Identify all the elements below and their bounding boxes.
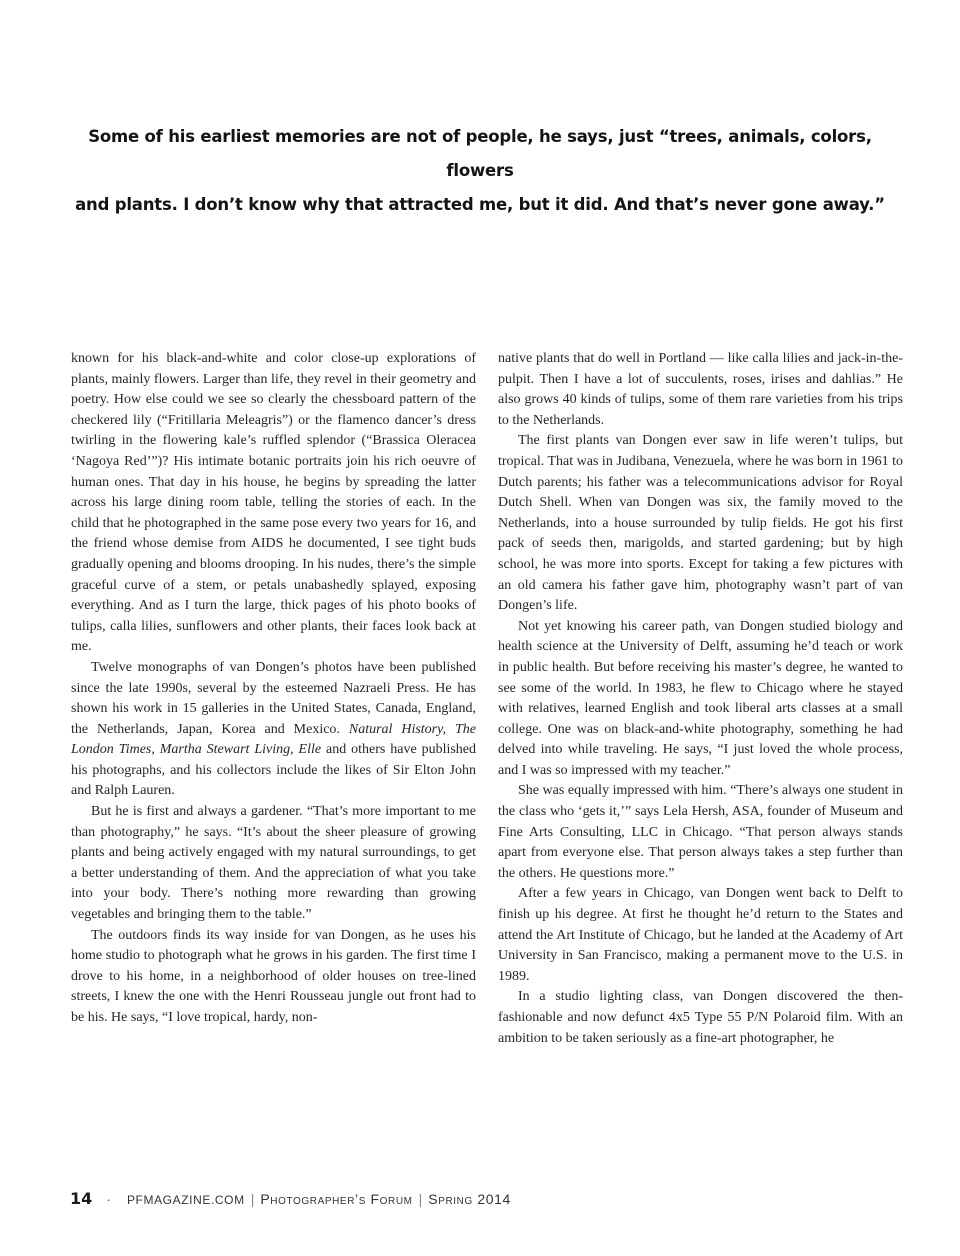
article-column-left [71, 349, 476, 1029]
article-column-right [498, 349, 903, 1049]
footer-bullet: · [106, 1191, 111, 1207]
paragraph-text: Twelve monographs of van Dongen’s photos have been published since the late 1990s, several by the esteemed Nazraeli Press. He has shown his work in 15 galleries in the United States, Canada, England, the Netherlands, Japan, Korea and Mexico. [71, 659, 476, 737]
paragraph: After a few years in Chicago, van Dongen went back to Delft to finish up his degree. At first he thought he’d return to the States and attend the Art Institute of Chicago, but he landed at the Academy of Art University in San Francisco, making a permanent move to the U.S. in 1989. [498, 886, 903, 984]
pull-quote [60, 120, 900, 222]
paragraph: The first plants van Dongen ever saw in life weren’t tulips, but tropical. That was in Judibana, Venezuela, where he was born in 1961 to Dutch parents; his father was a telecommunications advisor for Royal Dutch Shell. When van Dongen was six, the family moved to the Netherlands, into a house surrounded by tulip fields. He got his first pack of seeds then, marigolds, and started gardening; but by high school, he was more into sports. Except for taking a few pictures with an old camera his father gave him, photography wasn’t part of van Dongen’s life. [498, 433, 903, 614]
pull-quote-line-1: Some of his earliest memories are not of people, he says, just “trees, animals, colors, flowers [88, 127, 872, 180]
page-footer [70, 1189, 511, 1208]
paragraph-text: and others have published his photographs, and his collectors include the likes of Sir Elton John and Ralph Lauren. [71, 742, 477, 799]
paragraph: The outdoors finds its way inside for van Dongen, as he uses his home studio to photograph what he grows in his garden. The first time I drove to his home, in a neighborhood of older houses on tree-lined streets, I knew the one with the Henri Rousseau jungle out front had to be his. He says, “I love tropical, hardy, non- [71, 927, 476, 1025]
publication-list: Natural History, The London Times, Martha Stewart Living, Elle [71, 721, 476, 758]
footer-magazine-name: Photographer’s Forum [260, 1191, 413, 1207]
footer-divider: | [250, 1191, 255, 1207]
pull-quote-line-2: and plants. I don’t know why that attracted me, but it did. And that’s never gone away.” [75, 195, 885, 214]
footer-website: PFMAGAZINE.COM [126, 1193, 245, 1207]
paragraph: But he is first and always a gardener. “That’s more important to me than photography,” he says. “It’s about the sheer pleasure of growing plants and being actively engaged with my natural surroundings, to get a better understanding of them. And the appreciation of what you take into your body. There’s nothing more rewarding than growing vegetables and bringing them to the table.” [71, 804, 476, 923]
page-number: 14 [70, 1189, 93, 1208]
paragraph: In a studio lighting class, van Dongen discovered the then-fashionable and now defunct 4x5 Type 55 P/N Polaroid film. With an ambition to be taken seriously as a fine-art photographer, he [498, 989, 903, 1046]
paragraph: native plants that do well in Portland — like calla lilies and jack-in-the-pulpit. Then I have a lot of succulents, roses, irises and dahlias.” He also grows 40 kinds of tulips, some of them rare varieties from his trips to the Netherlands. [498, 351, 903, 428]
paragraph: known for his black-and-white and color close-up explorations of plants, mainly flowers. Larger than life, they revel in their geometry and poetry. How else could we see so clearly the chessboard pattern of the checkered lily (“Fritillaria Meleagris”) or the flamenco dancer’s dress twirling in the flowering kale’s ruffled splendor (“Brassica Oleracea ‘Nagoya Red’”)? His intimate botanic portraits join his rich oeuvre of human ones. That day in his house, he begins by spreading the latter across his large dining room table, telling the stories of each. In the child that he photographed in the same pose every two years for 16, and the friend whose demise from AIDS he documented, I see tight buds gradually opening and blooms drooping. In his nudes, there’s the simple graceful curve of a stem, or petals unabashedly splayed, exposing everything. And as I turn the large, thick pages of his photo books of tulips, calla lilies, sunflowers and other plants, their faces look back at me. [71, 351, 476, 655]
footer-issue: Spring 2014 [428, 1191, 511, 1207]
paragraph: She was equally impressed with him. “There’s always one student in the class who ‘gets it,’” says Lela Hersh, ASA, founder of Museum and Fine Arts Consulting, LLC in Chicago. “That person always stands apart from everyone else. That person always takes a step further than the others. He questions more.” [498, 783, 903, 881]
paragraph [71, 658, 476, 802]
footer-divider: | [418, 1191, 423, 1207]
paragraph: Not yet knowing his career path, van Dongen studied biology and health science at the University of Delft, assuming he’d teach or work in public health. But before receiving his master’s degree, he wanted to see some of the world. In 1983, he flew to Chicago where he stayed with relatives, learned English and took liberal arts classes at a small college. One was on black-and-white photography, something he had delved into while traveling. He says, “I just loved the whole process, and I was so impressed with my teacher.” [498, 618, 903, 778]
